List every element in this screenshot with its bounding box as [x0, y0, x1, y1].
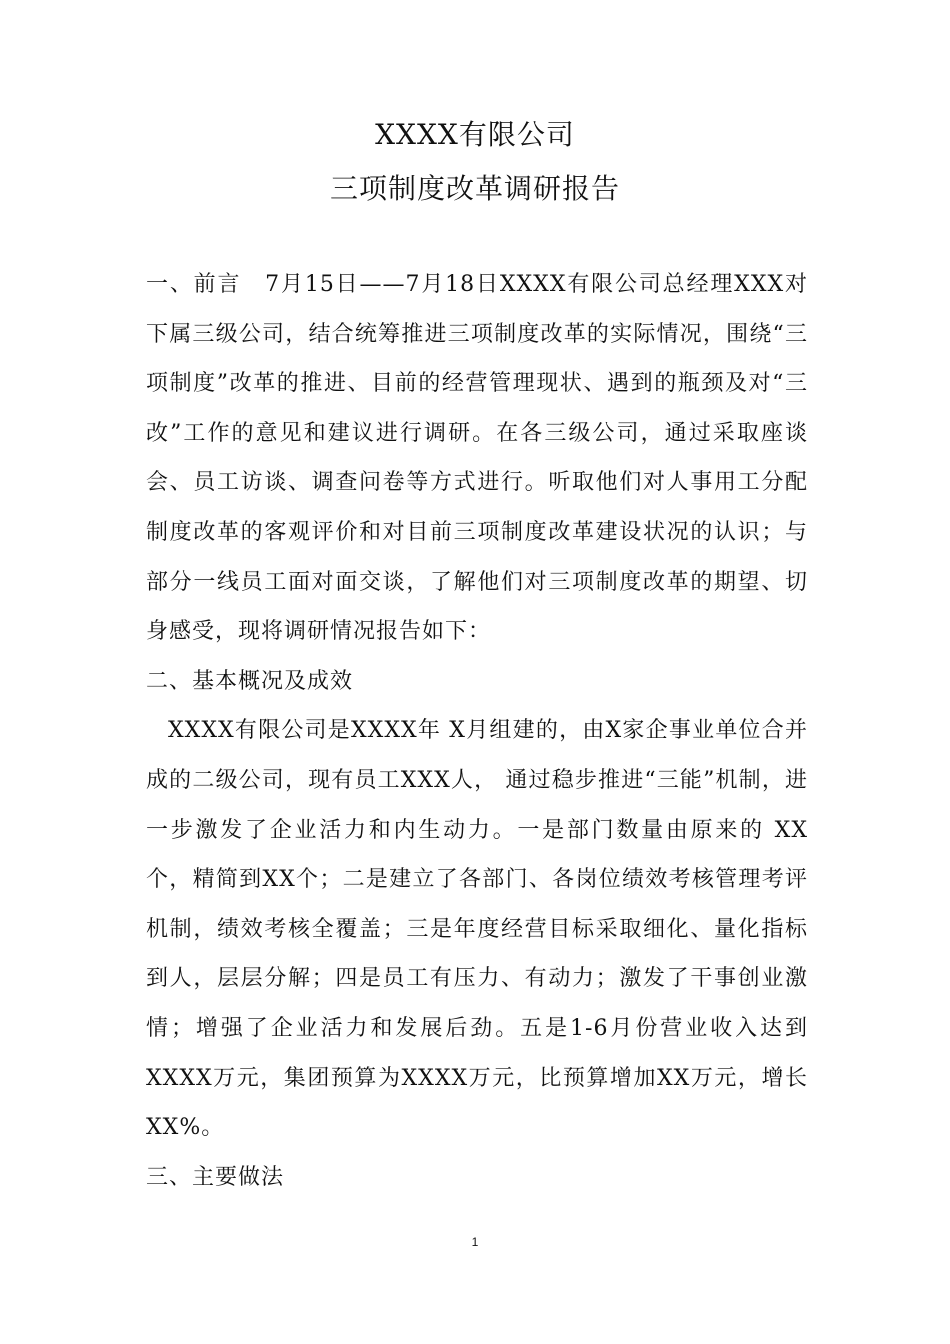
section-heading-practices: 三、主要做法 [146, 1164, 285, 1190]
section-heading-overview: 二、基本概况及成效 [146, 668, 354, 694]
title-block [0, 108, 950, 216]
document-title: XXXX有限公司 [375, 118, 575, 151]
preface-paragraph: 一、前言 7月15日——7月18日XXXX有限公司总经理XXX对下属三级公司，结合统筹推进三项制度改革的实际情况，围绕“三项制度”改革的推进、目前的经营管理现状、遇到的瓶颈及对“三改”工作的意见和建议进行调研。在各三级公司，通过采取座谈会、员工访谈、调查问卷等方式进行。听取他们对人事用工分配制度改革的客观评价和对目前三项制度改革建设状况的认识；与部分一线员工面对面交谈，了解他们对三项制度改革的期望、切身感受，现将调研情况报告如下： [146, 272, 808, 645]
page-number: 1 [471, 1235, 479, 1249]
overview-paragraph: XXXX有限公司是XXXX年 X月组建的，由X家企事业单位合并成的二级公司，现有员工XXX人， 通过稳步推进“三能”机制，进一步激发了企业活力和内生动力。一是部门数量由原来的 XX个，精简到XX个；二是建立了各部门、各岗位绩效考核管理考评机制，绩效考核全覆盖；三是年度经营目标采取细化、量化指标到人，层层分解；四是员工有压力、有动力；激发了干事创业激情；增强了企业活力和发展后劲。五是1-6月份营业收入达到XXXX万元，集团预算为XXXX万元，比预算增加XX万元，增长XX%。 [146, 718, 808, 1141]
document-body [146, 260, 808, 1202]
document-subtitle: 三项制度改革调研报告 [329, 172, 620, 205]
